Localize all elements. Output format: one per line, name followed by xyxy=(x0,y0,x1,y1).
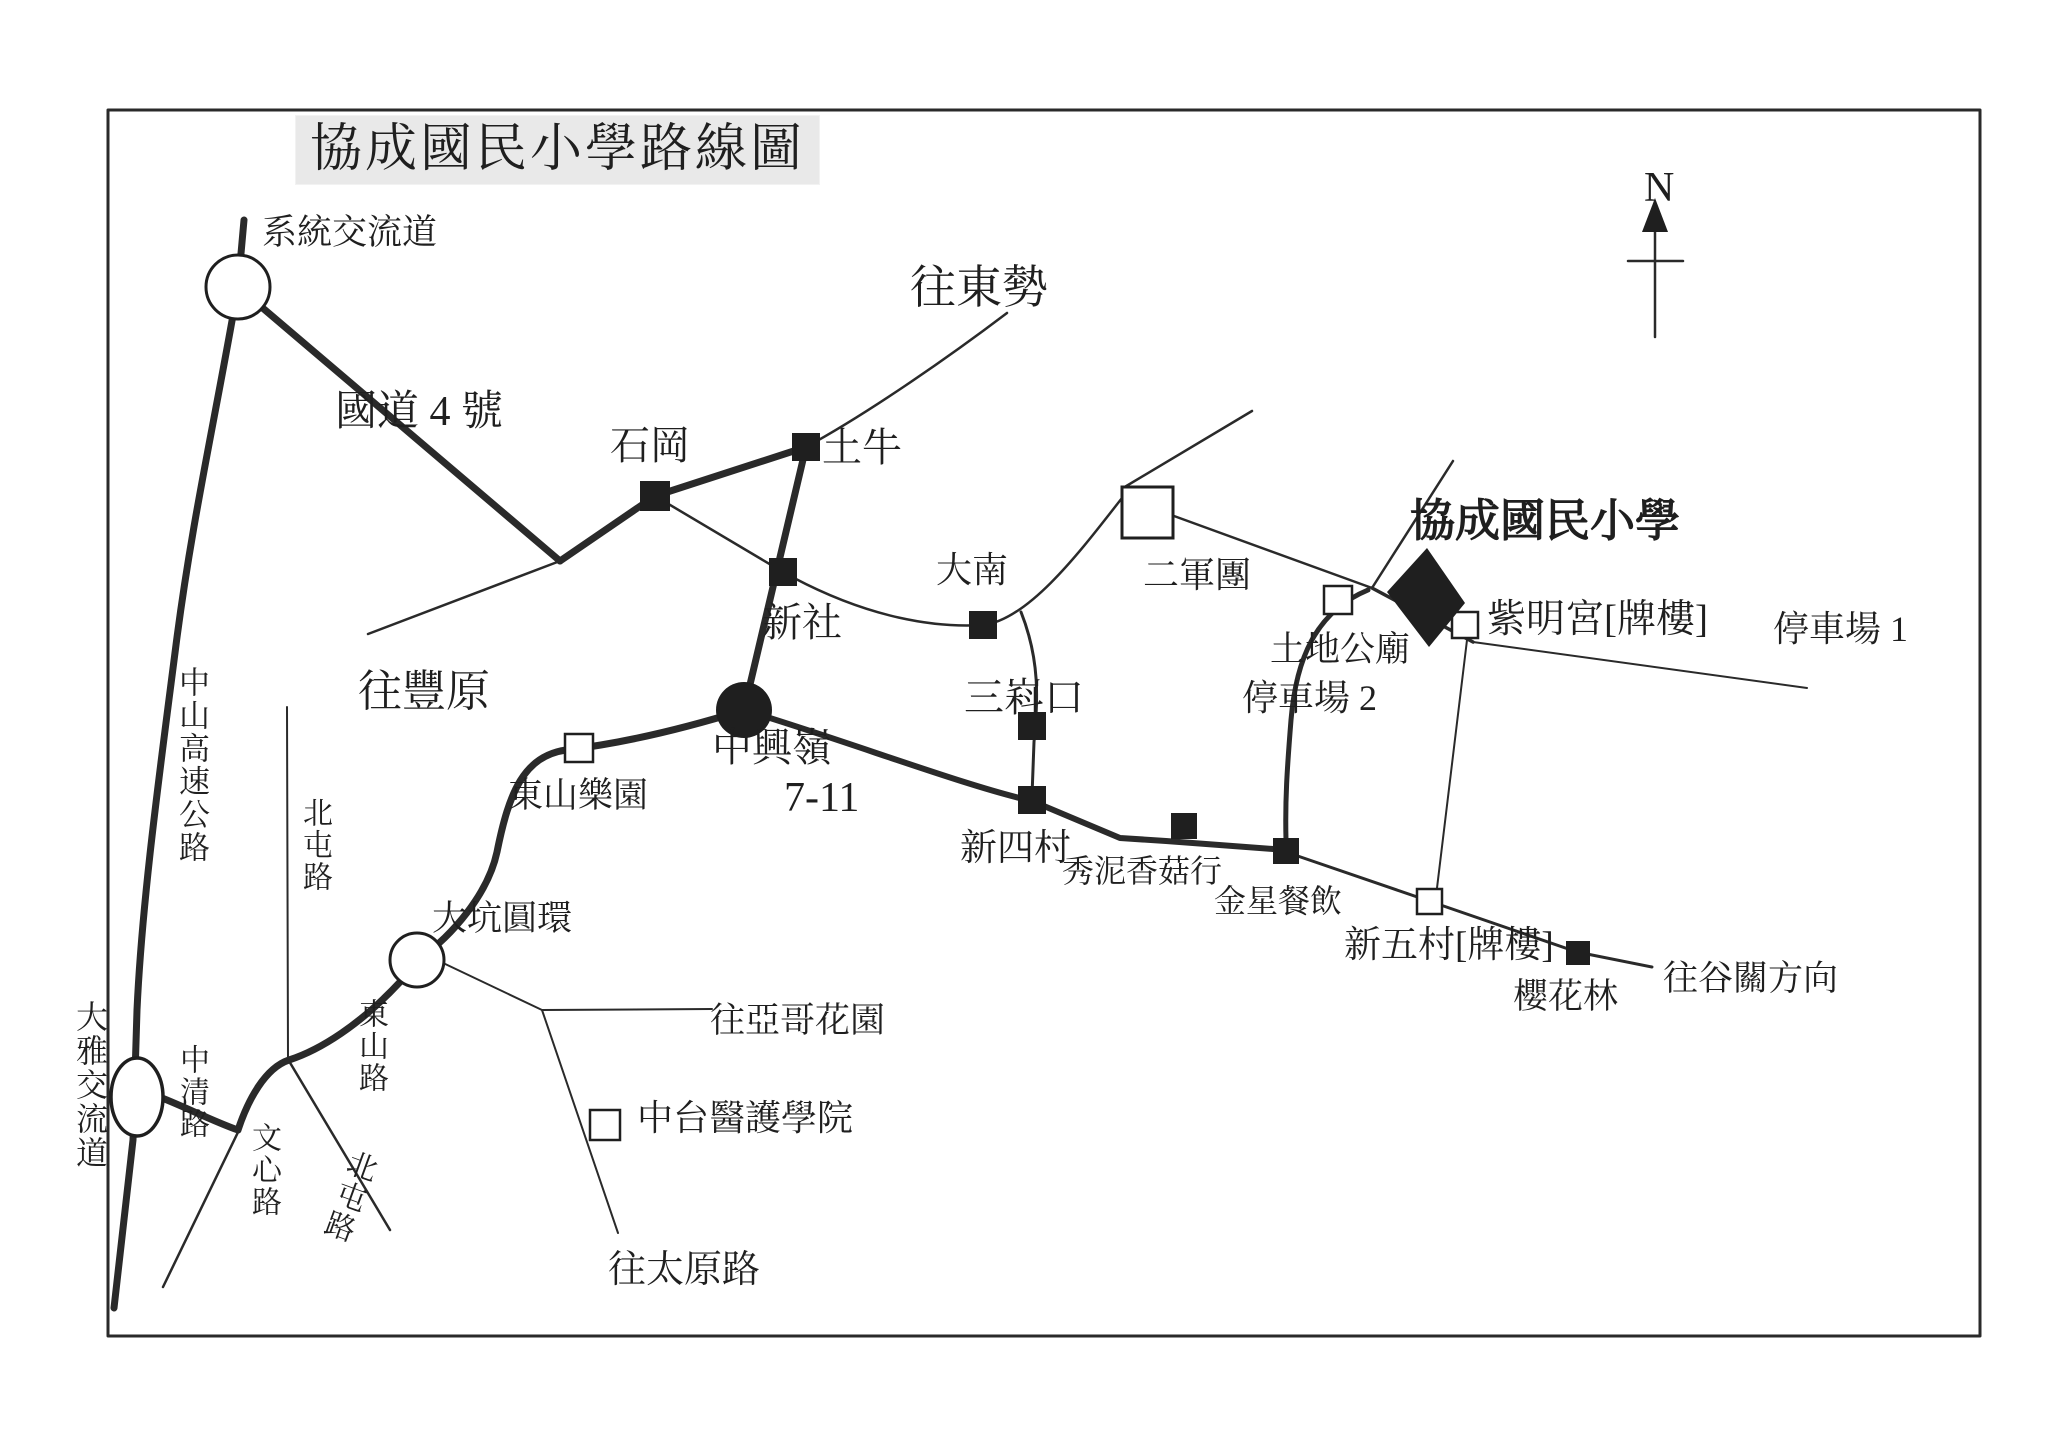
road-wenxin xyxy=(163,1126,241,1287)
road-erjuntuan-ne-stub xyxy=(1123,411,1252,488)
label-wang-dongshi: 往東勢 xyxy=(910,262,1048,313)
label-wang-fengyuan: 往豐原 xyxy=(358,667,490,716)
road-dakeng-spoke xyxy=(441,962,542,1010)
compass-north-label: N xyxy=(1644,165,1675,211)
label-zhongshan-highway: 中山高速公路 xyxy=(174,666,209,864)
marker-zhongtai-college-square xyxy=(590,1110,620,1140)
label-school: 協成國民小學 xyxy=(1410,496,1681,546)
marker-tuniu-square xyxy=(792,433,820,461)
label-zhongtai-college: 中台醫護學院 xyxy=(637,1098,854,1138)
label-xiuni-mushroom: 秀泥香菇行 xyxy=(1062,853,1223,889)
marker-daya-interchange-ellipse xyxy=(111,1058,163,1136)
road-to-yage-garden xyxy=(542,1009,712,1010)
label-shigang: 石岡 xyxy=(610,423,690,468)
label-danan: 大南 xyxy=(936,550,1009,590)
label-ziminggong: 紫明宮[牌樓] xyxy=(1487,598,1708,641)
marker-jinxing-square xyxy=(1273,838,1299,864)
marker-xinwucun-square xyxy=(1417,889,1442,914)
marker-tudigong-square xyxy=(1324,586,1352,614)
label-daya-interchange: 大雅交流道 xyxy=(72,1000,108,1170)
label-yinghualin: 櫻花林 xyxy=(1513,977,1619,1016)
label-tuniu: 土牛 xyxy=(822,425,902,470)
marker-erjuntuan-square xyxy=(1122,487,1173,538)
label-xitong-interchange: 系統交流道 xyxy=(262,213,438,252)
label-xinsicun: 新四村 xyxy=(960,828,1071,869)
marker-dongshan-paradise-square xyxy=(565,734,593,762)
label-tudigong-temple: 土地公廟 xyxy=(1270,630,1411,669)
label-xinshe: 新社 xyxy=(762,600,842,645)
marker-xiuni-square xyxy=(1171,813,1197,839)
label-wenxin-road: 文心路 xyxy=(247,1122,280,1218)
label-dongshan-paradise: 東山樂園 xyxy=(508,776,649,815)
label-sankeokou: 三嵙口 xyxy=(964,675,1084,720)
label-dakeng-circle: 大坑圓環 xyxy=(432,899,573,938)
road-shigang-xinshe xyxy=(655,496,783,572)
road-ziminggong-xinwucun xyxy=(1437,640,1467,888)
marker-ziminggong-square xyxy=(1452,612,1478,638)
marker-xinsicun-square xyxy=(1018,786,1046,814)
label-erjuntuan: 二軍團 xyxy=(1143,555,1252,595)
label-zhongxingling: 中興嶺 xyxy=(712,725,832,770)
label-wang-taiyuan: 往太原路 xyxy=(608,1249,761,1291)
marker-xinshe-square xyxy=(769,558,797,586)
label-beitun-road-south: 北屯路 xyxy=(316,1144,381,1247)
label-zhongqing-road: 中清路 xyxy=(175,1044,208,1140)
marker-shigang-square xyxy=(640,481,670,511)
label-seven-eleven: 7-11 xyxy=(784,775,860,821)
marker-dakeng-roundabout-circle xyxy=(390,933,444,987)
road-stub-fengyuan xyxy=(368,561,560,634)
label-guodao4: 國道 4 號 xyxy=(335,389,504,435)
label-wang-yage-garden: 往亞哥花園 xyxy=(710,1001,886,1040)
label-xinwucun: 新五村[牌樓] xyxy=(1344,925,1554,966)
label-jinxing-dining: 金星餐飲 xyxy=(1214,883,1343,919)
label-parking1: 停車場 1 xyxy=(1773,609,1909,649)
label-parking2: 停車場 2 xyxy=(1242,678,1378,718)
label-dongshan-road: 東山路 xyxy=(354,998,387,1094)
road-beitun-north xyxy=(287,707,288,1060)
page-title: 協成國民小學路線圖 xyxy=(296,116,819,184)
marker-danan-square xyxy=(969,611,997,639)
marker-xitong-interchange-circle xyxy=(206,255,270,319)
marker-yinghualin-square xyxy=(1566,941,1590,965)
label-wang-guguan: 往谷關方向 xyxy=(1663,959,1839,998)
road-to-parking1 xyxy=(1473,642,1807,688)
label-beitun-road-north: 北屯路 xyxy=(298,797,331,893)
